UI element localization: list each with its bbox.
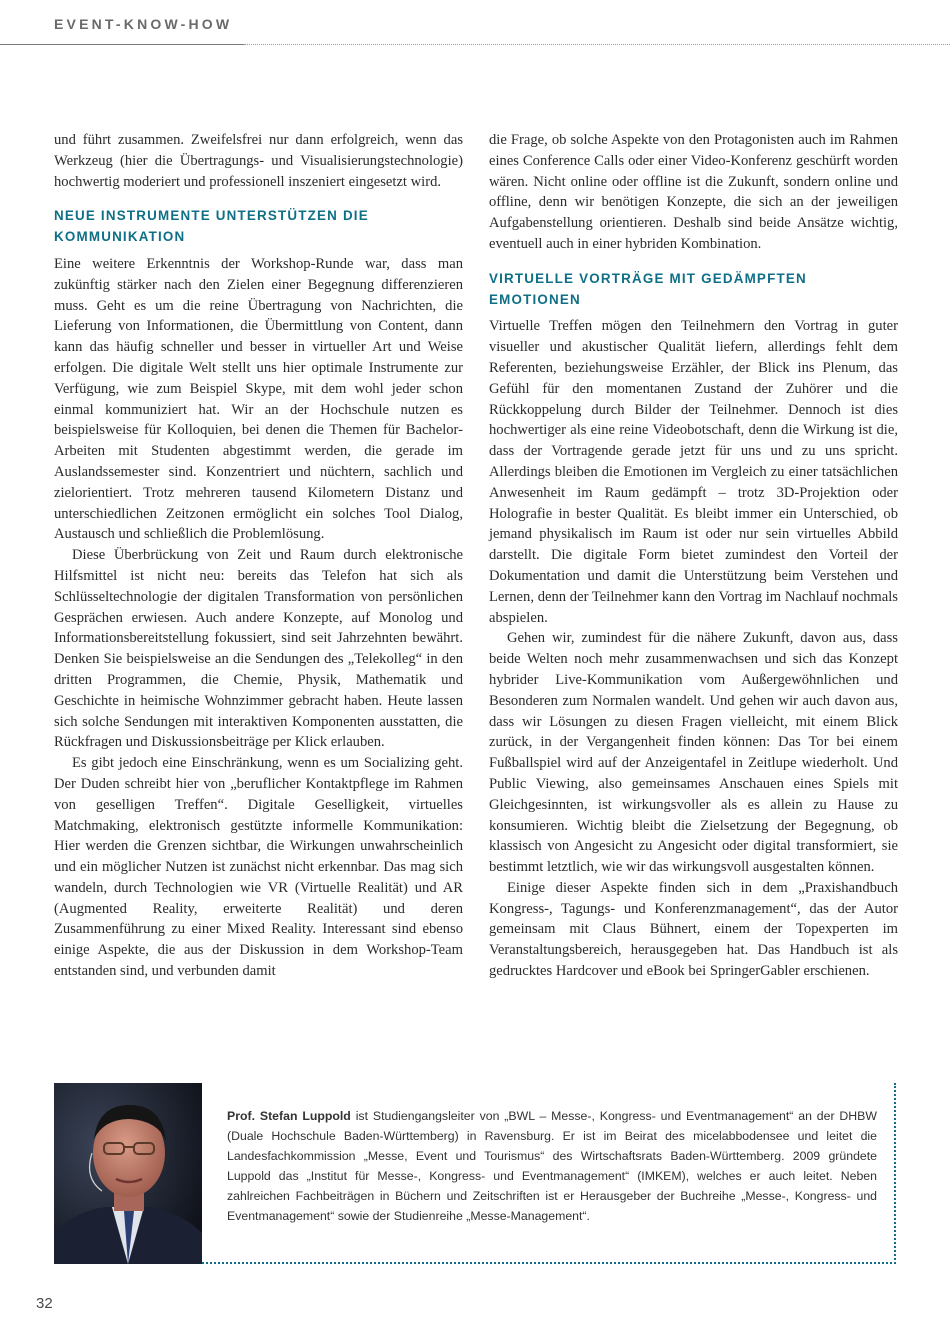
paragraph: Virtuelle Treffen mögen den Teilnehmern den Vortrag in guter visueller und akustischer Qualität liefern, allerdings fehlt dem Referenten, beziehungsweise Erzähler, der Blick ins Plenum, das Gefühl für den momentanen Zustand der Zuhörer und die Rückkoppelung durch Bilder der Teilnehmer. Dennoch ist dies hochwertiger als eine reine Videobotschaft, denn die Wirkung ist die, dass der Vortragende gerade jetzt für uns und zu uns spricht. Allerdings bleiben die Emotionen im Vergleich zu einer tatsächlichen Anwesenheit im Raum gedämpft – trotz 3D-Projektion oder Holografie in bester Qualität. Es bleibt immer ein Unterschied, ob jemand physikalisch im Raum ist oder nur sein virtuelles Abbild darstellt. Die digitale Form bietet zumindest den Vorteil der Dokumentation und damit die Unterstützung beim Verstehen und Lernen, denn der Teilnehmer kann den Vortrag im Nachlauf nochmals abspielen.: [489, 318, 898, 626]
paragraph: Diese Überbrückung von Zeit und Raum durch elektronische Hilfsmittel ist nicht neu: bereits das Telefon hat sich als Schlüsseltechnologie der digitalen Transformation von persönlichen Gesprächen erwiesen. Auch andere Konzepte, auf Monolog und Informationsbereitstellung fokussiert, sind seit Jahrzehnten bewährt. Denken Sie beispielsweise an die Sendungen des „Telekolleg“ in den dritten Programmen, die Chemie, Physik, Mathematik und Geschichte in heimische Wohnzimmer gebracht haben. Heute lassen sich solche Sendungen mit interaktiven Komponenten ausstatten, die Rückfragen und Diskussionsbeiträge per Klick erlauben.: [54, 547, 463, 751]
section-heading: VIRTUELLE VORTRÄGE MIT GEDÄMPFTEN EMOTIONEN: [489, 270, 807, 307]
author-bio: [227, 1106, 877, 1226]
paragraph: die Frage, ob solche Aspekte von den Protagonisten auch im Rahmen eines Conference Calls oder einer Video-Konferenz geschürft worden wären. Nicht online oder offline ist die Zukunft, sondern online und offline, denn wir benötigen Konzepte, die sich an der jeweiligen Aufgabenstellung orientieren. Deshalb sind beide Ansätze wichtig, eventuell auch in einer hybriden Kombination.: [489, 132, 898, 252]
section-label: EVENT-KNOW-HOW: [54, 16, 233, 32]
paragraph: Eine weitere Erkenntnis der Workshop-Runde war, dass man zukünftig stärker nach den Zielen einer Begegnung differenzieren muss. Geht es um die reine Übertragung von Nachrichten, die Lieferung von Informationen, die Übermittlung von Content, dann kann das häufig schneller und besser in virtueller Art und Weise erfolgen. Die digitale Welt stellt uns hier optimale Instrumente zur Verfügung, wie zum Beispiel Skype, mit dem wohl jeder schon einmal kommuniziert hat. Wir an der Hochschule nutzen es beispielsweise für Kolloquien, bei denen die Themen für Bachelor-Arbeiten mit Studenten abgestimmt werden, die gerade im Auslandssemester sind. Konzentriert und nüchtern, sachlich und zielorientiert. Trotz mehreren tausend Kilometern Distanz und unterschiedlichen Zeitzonen ermöglicht ein solches Tool Dialog, Austausch und schließlich die Problemlösung.: [54, 255, 463, 543]
header-rule: [0, 44, 244, 45]
paragraph: und führt zusammen. Zweifelsfrei nur dann erfolgreich, wenn das Werkzeug (hier die Übertragungs- und Visualisierungstechnologie) hochwertig moderiert und professionell inszeniert eingesetzt wird.: [54, 132, 463, 190]
left-column: [54, 130, 463, 982]
author-name: Prof. Stefan Luppold: [227, 1109, 351, 1123]
author-photo: [54, 1083, 202, 1264]
section-heading: NEUE INSTRUMENTE UNTERSTÜTZEN DIE KOMMUNIKATION: [54, 208, 369, 245]
author-bio-text: ist Studiengangsleiter von „BWL – Messe-, Kongress- und Eventmanagement“ an der DHBW (Duale Hochschule Baden-Württemberg) in Ravensburg. Er ist im Beirat des micelabbodensee und leitet die Landesfachkommission „Messe, Event und Tourismus“ des Wirtschaftsrats Baden-Württemberg. 2009 gründete Luppold das „Institut für Messe-, Kongress- und Eventmanagement“ (IMKEM), welches er auch leitet. Neben zahlreichen Fachbeiträgen in Büchern und Zeitschriften ist er Herausgeber der Buchreihe „Messe-, Kongress- und Eventmanagement“ sowie der Studienreihe „Messe-Management“.: [227, 1109, 877, 1223]
page-number: 32: [36, 1295, 53, 1312]
paragraph: Es gibt jedoch eine Einschränkung, wenn es um Socializing geht. Der Duden schreibt hier von „beruflicher Kontaktpflege im Rahmen von geselligen Treffen“. Digitale Geselligkeit, virtuelles Matchmaking, elektronisch gestützte informelle Kommunikation: Hier werden die Grenzen sichtbar, die Wirkungen unwahrscheinlich und ein möglicher Nutzen ist zunächst nicht erkennbar. Das mag sich wandeln, durch Technologien wie VR (Virtuelle Realität) und AR (Augmented Reality, erweiterte Realität) und deren Zusammenführung zu einer Mixed Reality. Interessant sind ebenso einige Aspekte, die aus der Diskussion in dem Workshop-Team entstanden sind, und verbunden damit: [54, 755, 463, 980]
right-column: [489, 130, 898, 982]
header-rule-dotted: [244, 44, 950, 45]
paragraph: Einige dieser Aspekte finden sich in dem „Praxishandbuch Kongress-, Tagungs- und Konferenzmanagement“, das der Autor gemeinsam mit Claus Bühnert, einem der Topexperten im Veranstaltungsbereich, herausgegeben hat. Das Handbuch ist als gedrucktes Hardcover und eBook bei SpringerGabler erschienen.: [489, 879, 898, 980]
paragraph: Gehen wir, zumindest für die nähere Zukunft, davon aus, dass beide Welten noch mehr zusammenwachsen und sich das Konzept hybrider Live-Kommunikation vom Außergewöhnlichen und Besonderen zum Normalen wandelt. Und gehen wir auch davon aus, dass wir Lösungen zu diesen Fragen vielleicht, mit einem Blick zurück, in der Vergangenheit finden können: Das Tor bei einem Fußballspiel wird auf der Anzeigentafel in Zeitlupe wiederholt. Und Public Viewing, also gemeinsames Anschauen eines Spiels mit Gleichgesinnten, ist wirkungsvoller als es allein zu Hause zu konsumieren. Wichtig bleibt die Zielsetzung der Begegnung, ob klassisch von Angesicht zu Angesicht oder digital transformiert, sie bestimmt letztlich, wie wir das wirkungsvoll ausgestalten können.: [489, 630, 898, 876]
